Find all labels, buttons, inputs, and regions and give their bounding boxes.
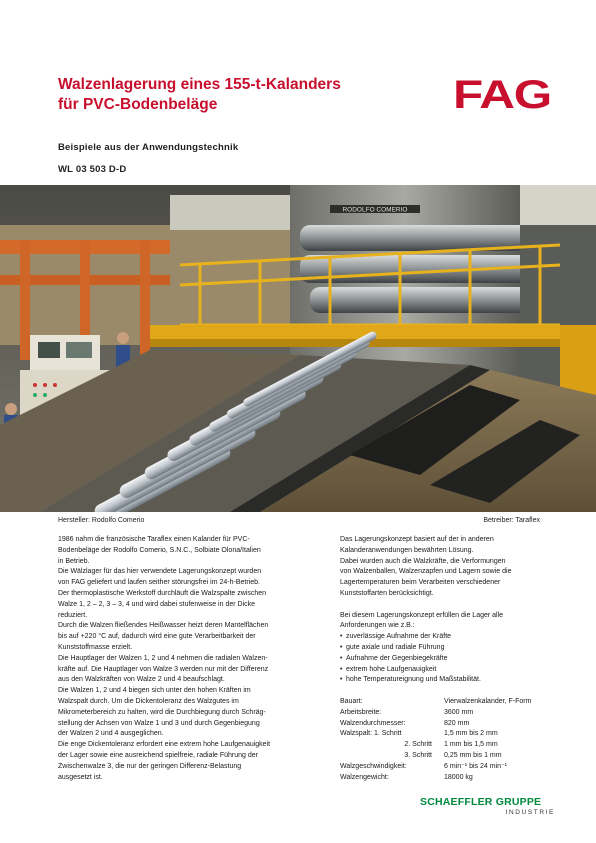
table-row [340, 751, 531, 762]
spec-label: Walzengewicht: [340, 773, 389, 781]
table-row [340, 773, 531, 784]
list-item: • hohe Temperatureignung und Maßstabilität. [340, 675, 550, 686]
paragraph: Der thermoplastische Werkstoff durchläuft die Walzspalte zwischen Walze 1, 2 – 2, 3 – 3, 4 und wird dabei stufenweise in der Dicke reduziert. [58, 589, 267, 619]
spec-label: 3. Schritt [404, 751, 432, 759]
subtitle-line-1: Beispiele aus der Anwendungstechnik [58, 142, 239, 153]
left-text-column [58, 535, 318, 783]
spec-label: Arbeitsbreite: [340, 708, 382, 716]
caption-manufacturer: Hersteller: Rodolfo Comerio [58, 517, 145, 524]
title-line-2: für PVC-Bodenbeläge [58, 96, 218, 113]
requirements-list [340, 632, 550, 686]
document-number: WL 03 503 D-D [58, 164, 127, 175]
fag-logo [452, 74, 552, 114]
caption-operator: Betreiber: Taraflex [483, 517, 540, 524]
title-line-1: Walzenlagerung eines 155-t-Kalanders [58, 76, 341, 93]
list-item: • zuverlässige Aufnahme der Kräfte [340, 632, 550, 643]
spec-value: 3600 mm [444, 708, 474, 716]
right-text-column [340, 535, 550, 783]
paragraph: 1986 nahm die französische Taraflex einen Kalander für PVC- Bodenbeläge der Rodolfo Comerio, S.N.C., Solbiate Olona/Italien in Betrieb. [58, 536, 261, 565]
paragraph: Durch die Walzen fließendes Heißwasser heizt deren Mantelflächen bis auf +220 °C auf, dadurch wird eine gute Verarbeitbarkeit der Kunststoffmasse erzielt. [58, 622, 269, 651]
paragraph: Die Wälzlager für das hier verwendete Lagerungskonzept wurden von FAG geliefert und laufen seither störungsfrei im 24-h-Betrieb. [58, 568, 262, 587]
paragraph: Bei diesem Lagerungskonzept erfüllen die Lager alle Anforderungen wie z.B.: [340, 611, 504, 630]
schaeffler-logo [420, 796, 555, 816]
spec-value: 1 mm bis 1,5 mm [444, 741, 498, 749]
table-row [340, 740, 531, 751]
table-row [340, 719, 531, 730]
calender-photo [0, 185, 596, 512]
table-row [340, 697, 531, 708]
spec-value: 1,5 mm bis 2 mm [444, 730, 498, 738]
spec-label: Bauart: [340, 697, 363, 705]
paragraph: Dabei wurden auch die Walzkräfte, die Verformungen von Walzenballen, Walzenzapfen und Lagern sowie die Lagertemperaturen beim Verarbeiten verschiedener Kunststoffarten berücksichtigt. [340, 557, 512, 597]
list-item: • gute axiale und radiale Führung [340, 643, 550, 654]
spec-value: Vierwalzenkalander, F-Form [444, 697, 532, 705]
machine-sign: RODOLFO COMERIO [342, 206, 408, 214]
table-row [340, 729, 531, 740]
spec-label: Walzendurchmesser: [340, 719, 406, 727]
calender-illustration [0, 185, 596, 512]
spec-value: 18000 kg [444, 773, 473, 781]
spec-value: 820 mm [444, 719, 470, 727]
paragraph: Die enge Dickentoleranz erfordert eine extrem hohe Laufgenauigkeit der Lager sowie eine ausreichend spielfreie, radiale Führung der Zwischenwalze 3, die nur der geringen Differenz-Belastung ausgesetzt ist. [58, 741, 271, 781]
spacer [340, 600, 550, 611]
spec-label: Walzspalt: 1. Schritt [340, 730, 402, 738]
document-title [58, 75, 438, 115]
paragraph: Das Lagerungskonzept basiert auf der in anderen Kalanderanwendungen bewährten Lösung. [340, 536, 494, 554]
schaeffler-brand: SCHAEFFLER GRUPPE [420, 796, 542, 808]
spec-value: 6 min⁻¹ bis 24 min⁻¹ [444, 762, 508, 770]
spec-value: 0,25 mm bis 1 mm [444, 751, 502, 759]
document-subtitle [58, 137, 238, 181]
table-row [340, 708, 531, 719]
specs-table [340, 697, 531, 783]
spec-label: 2. Schritt [404, 741, 432, 749]
paragraph: Die Walzen 1, 2 und 4 biegen sich unter den hohen Kräften im Walzspalt durch. Um die Dickentoleranz des Walzgutes im Mikrometerbereich zu halten, wird die Durchbiegung durch Schräg- stellung der Achsen von Walze 1 und 3 und durch Gegenbiegung der Walzen 2 und 4 ausgeglichen. [58, 687, 266, 738]
schaeffler-division: INDUSTRIE [505, 809, 555, 816]
list-item: • extrem hohe Laufgenauigkeit [340, 665, 550, 676]
table-row [340, 762, 531, 773]
fag-logo-text: FAG [453, 74, 551, 114]
paragraph: Die Hauptlager der Walzen 1, 2 und 4 nehmen die radialen Walzen- kräfte auf. Die Hauptlager von Walze 3 werden nur mit der Differenz aus den Walzkräften von Walze 2 und 4 beaufschlagt. [58, 654, 269, 684]
spec-label: Walzgeschwindigkeit: [340, 762, 407, 770]
list-item: • Aufnahme der Gegenbiegekräfte [340, 654, 550, 665]
